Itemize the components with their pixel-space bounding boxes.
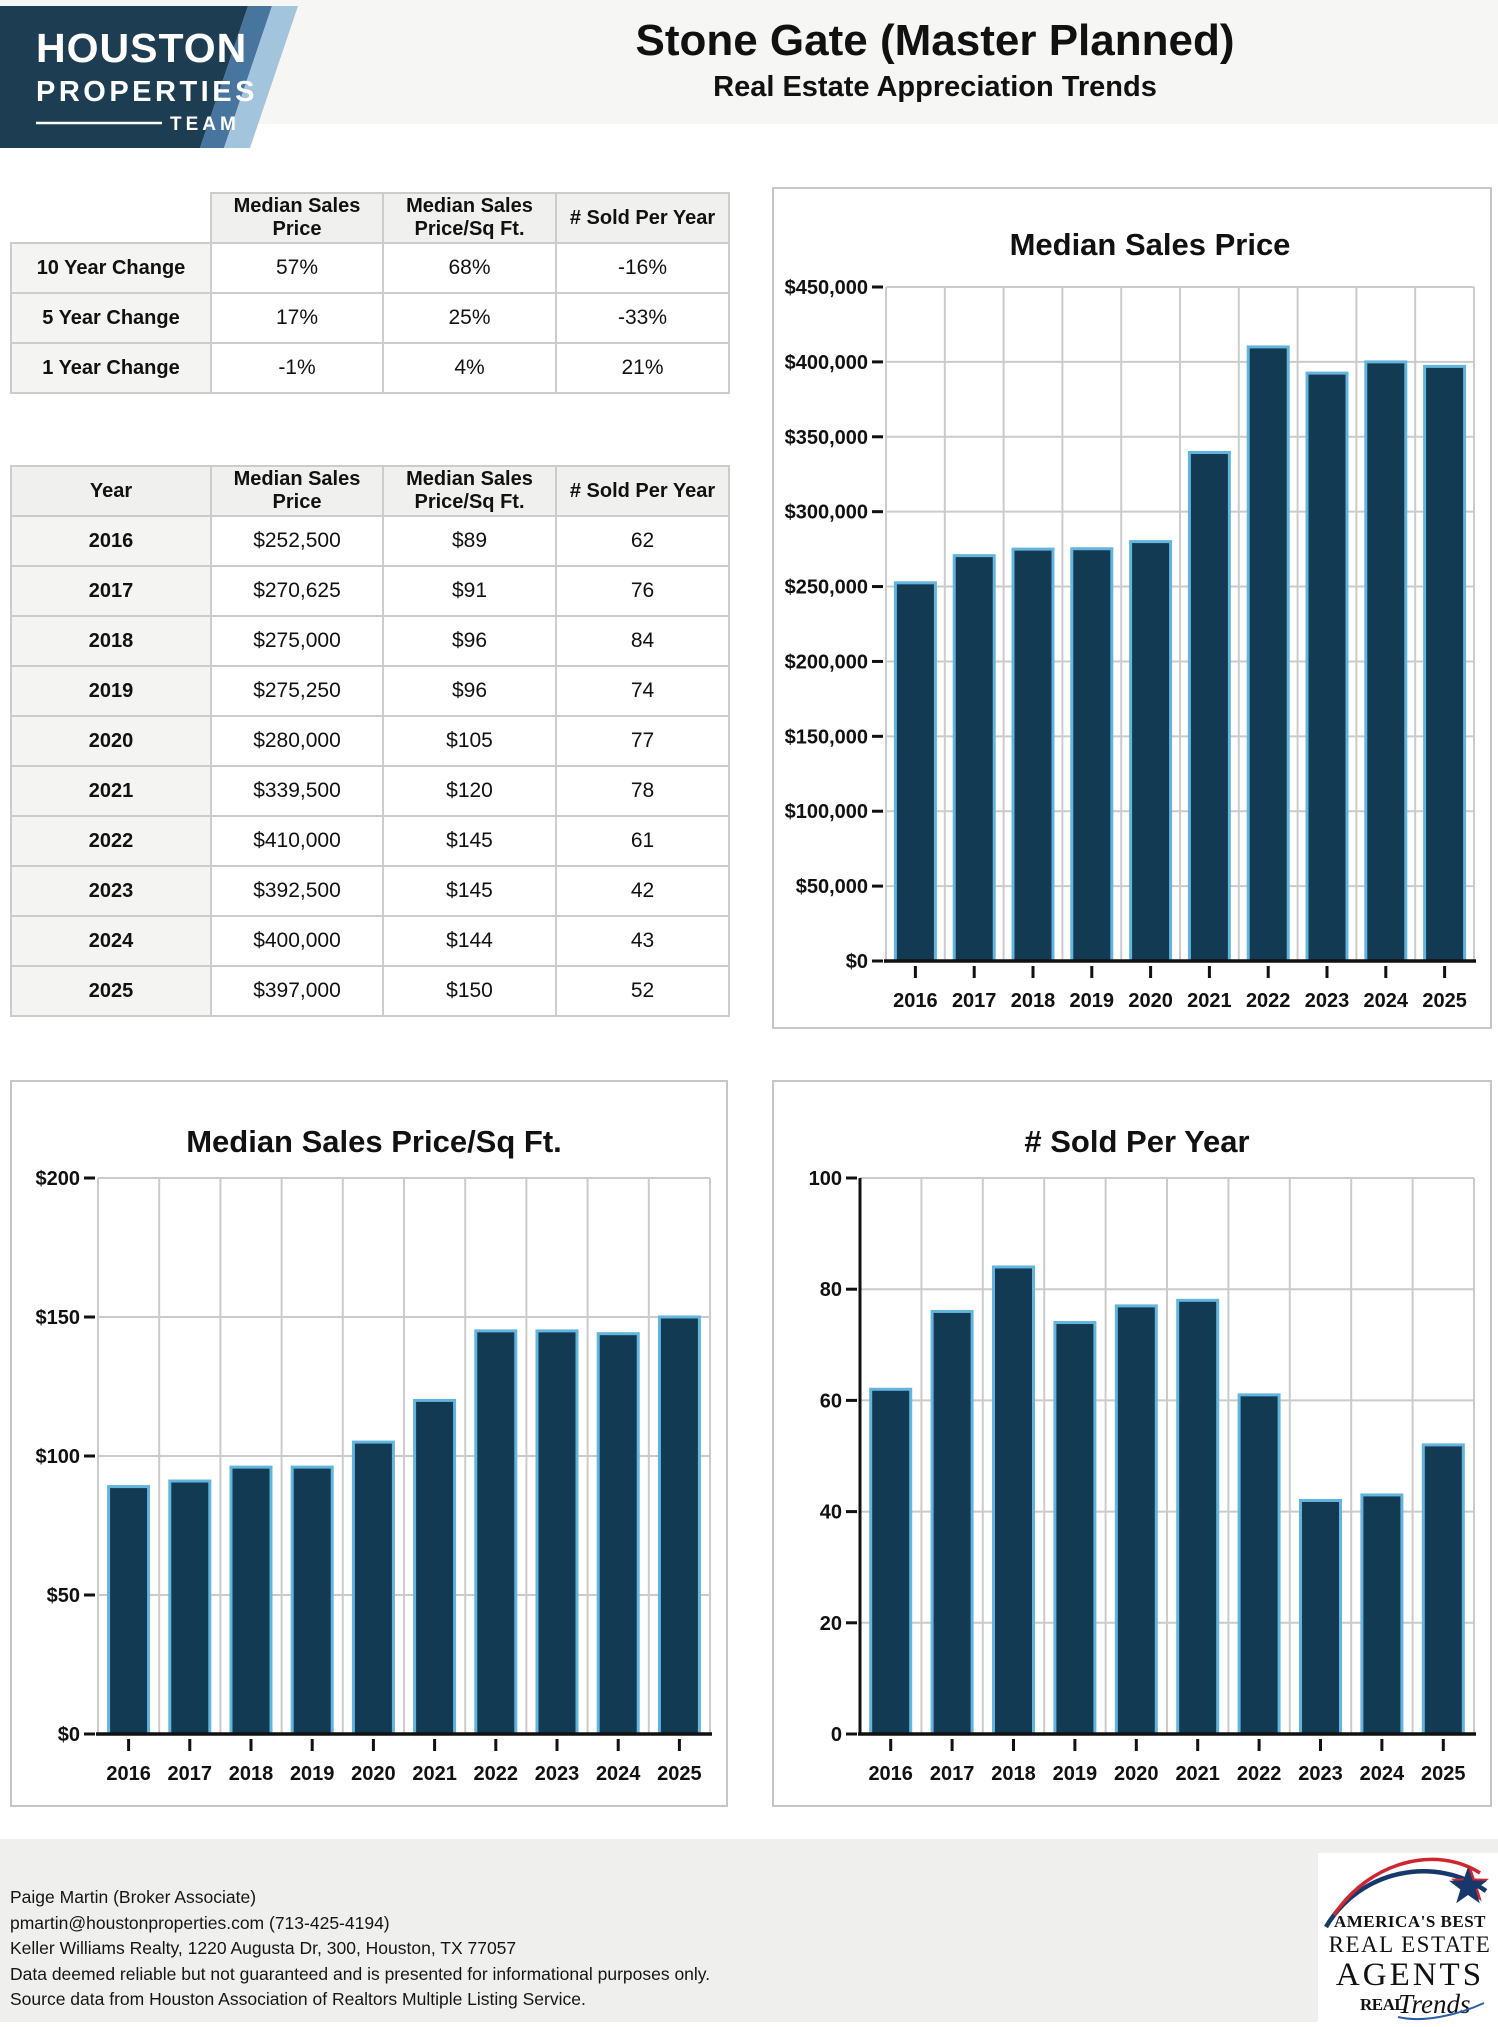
value-cell: 78	[556, 766, 729, 816]
value-cell: $91	[383, 566, 556, 616]
x-tick-label: 2022	[473, 1763, 519, 1785]
americas-best-badge-art	[1318, 1853, 1498, 2022]
badge-line5: Trends	[1398, 1989, 1471, 2019]
y-tick-label: $50,000	[795, 876, 868, 899]
value-cell: $96	[383, 616, 556, 666]
value-cell: 43	[556, 916, 729, 966]
column-header: Year	[11, 466, 211, 516]
row-label-cell: 5 Year Change	[11, 293, 211, 343]
row-label-cell: 2018	[11, 616, 211, 666]
footer-line: Source data from Houston Association of Realtors Multiple Listing Service.	[10, 1989, 586, 2009]
bar-2016	[895, 583, 935, 961]
sold-per-year-chart	[774, 1082, 1490, 1805]
bar-2020	[353, 1442, 393, 1734]
value-cell: 52	[556, 966, 729, 1016]
value-cell: 61	[556, 816, 729, 866]
x-tick-label: 2025	[1421, 1763, 1466, 1785]
value-cell: 77	[556, 716, 729, 766]
y-tick-label: $350,000	[784, 426, 868, 449]
footer-line: Paige Martin (Broker Associate)	[10, 1887, 257, 1907]
appreciation-summary-table	[10, 192, 730, 394]
x-tick-label: 2017	[929, 1763, 975, 1785]
x-tick-label: 2019	[1052, 1763, 1098, 1785]
header-row	[11, 466, 729, 516]
bar-2019	[1055, 1323, 1095, 1734]
y-tick-label: $200,000	[784, 651, 868, 674]
y-tick-label: $450,000	[784, 277, 868, 299]
row-label-cell: 2021	[11, 766, 211, 816]
value-cell: $400,000	[211, 916, 383, 966]
footer-line: Keller Williams Realty, 1220 Augusta Dr, 300, Houston, TX 77057	[10, 1938, 517, 1958]
value-cell: 84	[556, 616, 729, 666]
row-label-cell: 2016	[11, 516, 211, 566]
value-cell: 57%	[211, 243, 383, 293]
value-cell: 42	[556, 866, 729, 916]
column-header: Median Sales Price/Sq Ft.	[383, 193, 556, 243]
column-header	[11, 193, 211, 243]
price-per-sqft-chart	[12, 1082, 726, 1805]
value-cell: 68%	[383, 243, 556, 293]
y-tick-label: $300,000	[784, 501, 868, 524]
badge-line3: AGENTS	[1335, 1957, 1485, 1993]
median-sales-price-chart	[774, 189, 1490, 1027]
logo-line2: PROPERTIES	[36, 76, 258, 108]
table-row	[11, 293, 729, 343]
row-label-cell: 2020	[11, 716, 211, 766]
x-tick-label: 2016	[106, 1763, 151, 1785]
report-header	[380, 16, 1490, 104]
value-cell: $145	[383, 816, 556, 866]
x-tick-label: 2020	[1114, 1763, 1159, 1785]
bar-2017	[932, 1311, 972, 1734]
x-tick-label: 2016	[893, 990, 938, 1012]
y-tick-label: $400,000	[784, 351, 868, 374]
value-cell: $392,500	[211, 866, 383, 916]
value-cell: 17%	[211, 293, 383, 343]
row-label-cell: 10 Year Change	[11, 243, 211, 293]
bar-2018	[1013, 549, 1053, 961]
bar-2022	[1248, 347, 1288, 961]
x-tick-label: 2018	[1010, 990, 1056, 1012]
bar-2023	[1301, 1500, 1341, 1734]
y-tick-label: $50	[46, 1585, 80, 1607]
value-cell: $270,625	[211, 566, 383, 616]
value-cell: 76	[556, 566, 729, 616]
badge-line4: REAL	[1360, 1995, 1406, 2014]
footer-contact-block	[10, 1885, 710, 2013]
bar-2018	[231, 1467, 271, 1734]
footer-line: pmartin@houstonproperties.com (713-425-4194)	[10, 1912, 390, 1933]
bar-2022	[476, 1331, 516, 1734]
bar-2024	[1362, 1495, 1402, 1734]
value-cell: $397,000	[211, 966, 383, 1016]
bar-2019	[292, 1467, 332, 1734]
value-cell: -33%	[556, 293, 729, 343]
page-subtitle: Real Estate Appreciation Trends	[713, 71, 1157, 103]
badge-line1: AMERICA'S BEST	[1333, 1912, 1487, 1931]
bar-2017	[170, 1481, 210, 1734]
bar-2019	[1072, 549, 1112, 961]
value-cell: -1%	[211, 343, 383, 393]
value-cell: 25%	[383, 293, 556, 343]
table-row	[11, 816, 729, 866]
table-row	[11, 866, 729, 916]
x-tick-label: 2017	[951, 990, 997, 1012]
bar-2020	[1116, 1306, 1156, 1734]
row-label-cell: 2025	[11, 966, 211, 1016]
bar-2024	[598, 1334, 638, 1734]
bar-2021	[1178, 1300, 1218, 1734]
y-tick-label: 60	[819, 1390, 842, 1413]
x-tick-label: 2017	[167, 1763, 213, 1785]
logo-line3: TEAM	[170, 114, 240, 135]
y-tick-label: $200	[35, 1168, 80, 1190]
header-row	[11, 193, 729, 243]
value-cell: $150	[383, 966, 556, 1016]
yearly-stats-table	[10, 465, 730, 1017]
sold-per-year-chart-box	[772, 1080, 1492, 1807]
y-tick-label: $100	[35, 1446, 80, 1468]
median-sales-price-chart-box	[772, 187, 1492, 1029]
chart-title: Median Sales Price	[1009, 227, 1291, 262]
bar-2020	[1131, 542, 1171, 961]
column-header: # Sold Per Year	[556, 466, 729, 516]
row-label-cell: 2019	[11, 666, 211, 716]
chart-title: Median Sales Price/Sq Ft.	[186, 1124, 562, 1159]
y-tick-label: $250,000	[784, 576, 868, 599]
bar-2016	[871, 1389, 911, 1734]
bar-2022	[1239, 1395, 1279, 1734]
row-label-cell: 2024	[11, 916, 211, 966]
bar-2018	[994, 1267, 1034, 1734]
value-cell: $410,000	[211, 816, 383, 866]
row-label-cell: 2022	[11, 816, 211, 866]
table-row	[11, 766, 729, 816]
value-cell: $252,500	[211, 516, 383, 566]
y-tick-label: 20	[819, 1612, 842, 1635]
value-cell: 74	[556, 666, 729, 716]
x-tick-label: 2016	[868, 1763, 913, 1785]
x-tick-label: 2018	[228, 1763, 274, 1785]
value-cell: $120	[383, 766, 556, 816]
y-tick-label: $0	[57, 1724, 80, 1746]
x-tick-label: 2025	[1422, 990, 1467, 1012]
table-row	[11, 243, 729, 293]
x-tick-label: 2020	[351, 1763, 396, 1785]
badge-line2: REAL ESTATE	[1328, 1932, 1492, 1957]
row-label-cell: 2023	[11, 866, 211, 916]
x-tick-label: 2022	[1245, 990, 1291, 1012]
value-cell: $275,000	[211, 616, 383, 666]
americas-best-badge	[1318, 1853, 1498, 2022]
bar-2025	[659, 1317, 699, 1734]
x-tick-label: 2018	[991, 1763, 1036, 1785]
x-tick-label: 2021	[412, 1763, 457, 1785]
x-tick-label: 2021	[1175, 1763, 1220, 1785]
badge-star	[1449, 1867, 1487, 1903]
bar-2021	[415, 1400, 455, 1734]
value-cell: $105	[383, 716, 556, 766]
x-tick-label: 2020	[1128, 990, 1173, 1012]
page-title: Stone Gate (Master Planned)	[635, 16, 1235, 65]
x-tick-label: 2022	[1236, 1763, 1282, 1785]
bar-2021	[1189, 453, 1229, 961]
footer	[0, 1839, 1498, 2022]
row-label-cell: 2017	[11, 566, 211, 616]
footer-line: Data deemed reliable but not guaranteed and is presented for informational purposes only.	[10, 1963, 711, 1984]
x-tick-label: 2024	[1359, 1763, 1405, 1785]
x-tick-label: 2019	[289, 1763, 335, 1785]
value-cell: $280,000	[211, 716, 383, 766]
x-tick-label: 2024	[1363, 990, 1409, 1012]
logo-line1: HOUSTON	[36, 25, 248, 71]
bar-2023	[537, 1331, 577, 1734]
bar-2025	[1423, 1445, 1463, 1734]
x-tick-label: 2019	[1069, 990, 1115, 1012]
table-row	[11, 566, 729, 616]
bar-2024	[1366, 362, 1406, 961]
value-cell: $275,250	[211, 666, 383, 716]
y-tick-label: $0	[845, 951, 868, 973]
y-tick-label: 80	[819, 1279, 842, 1302]
y-tick-label: 40	[819, 1501, 842, 1524]
x-tick-label: 2025	[657, 1763, 702, 1785]
chart-title: # Sold Per Year	[1024, 1124, 1250, 1159]
x-tick-label: 2023	[1304, 990, 1350, 1012]
y-tick-label: $100,000	[784, 801, 868, 824]
value-cell: -16%	[556, 243, 729, 293]
y-tick-label: $150,000	[784, 726, 868, 749]
column-header: Median Sales Price	[211, 466, 383, 516]
x-tick-label: 2023	[534, 1763, 580, 1785]
row-label-cell: 1 Year Change	[11, 343, 211, 393]
bar-2025	[1425, 366, 1465, 961]
value-cell: 4%	[383, 343, 556, 393]
table-row	[11, 516, 729, 566]
y-tick-label: $150	[35, 1307, 80, 1329]
x-tick-label: 2024	[595, 1763, 641, 1785]
value-cell: $339,500	[211, 766, 383, 816]
value-cell: $89	[383, 516, 556, 566]
table-row	[11, 343, 729, 393]
table-row	[11, 616, 729, 666]
houston-properties-logo	[0, 6, 310, 148]
y-tick-label: 0	[830, 1724, 842, 1746]
column-header: # Sold Per Year	[556, 193, 729, 243]
x-tick-label: 2023	[1298, 1763, 1343, 1785]
table-row	[11, 716, 729, 766]
value-cell: $145	[383, 866, 556, 916]
value-cell: $96	[383, 666, 556, 716]
value-cell: 62	[556, 516, 729, 566]
bar-2017	[954, 556, 994, 961]
price-per-sqft-chart-box	[10, 1080, 728, 1807]
table-row	[11, 666, 729, 716]
bar-2023	[1307, 373, 1347, 961]
table-row	[11, 966, 729, 1016]
y-tick-label: 100	[808, 1168, 842, 1190]
x-tick-label: 2021	[1187, 990, 1232, 1012]
table-row	[11, 916, 729, 966]
column-header: Median Sales Price/Sq Ft.	[383, 466, 556, 516]
column-header: Median Sales Price	[211, 193, 383, 243]
bar-2016	[109, 1487, 149, 1734]
value-cell: 21%	[556, 343, 729, 393]
value-cell: $144	[383, 916, 556, 966]
